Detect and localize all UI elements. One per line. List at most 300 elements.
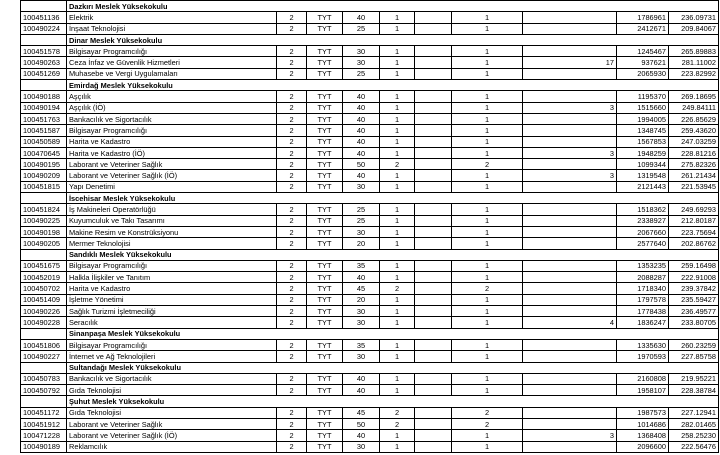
table-cell: 1518362 — [617, 204, 669, 215]
table-cell: 228.81216 — [669, 147, 719, 158]
table-cell: 1 — [452, 260, 523, 271]
table-cell: 17 — [523, 57, 617, 68]
table-row — [21, 159, 719, 170]
table-cell: 1 — [452, 226, 523, 237]
table-cell — [523, 418, 617, 429]
table-cell — [415, 181, 452, 192]
table-row — [21, 283, 719, 294]
table-cell — [415, 159, 452, 170]
table-cell: TYT — [307, 23, 343, 34]
school-header-row — [21, 34, 719, 45]
table-cell: 1778438 — [617, 306, 669, 317]
school-header-code-cell — [21, 1, 67, 12]
table-cell: 269.18695 — [669, 91, 719, 102]
table-cell: 1958107 — [617, 385, 669, 396]
table-cell: TYT — [307, 260, 343, 271]
table-cell: 2 — [277, 136, 307, 147]
table-cell: 209.84067 — [669, 23, 719, 34]
table-cell — [415, 407, 452, 418]
table-cell: 2 — [277, 226, 307, 237]
table-cell: 4 — [523, 317, 617, 328]
table-cell: 235.59427 — [669, 294, 719, 305]
table-cell: Laborant ve Veteriner Sağlık — [67, 418, 277, 429]
table-cell: 1 — [452, 170, 523, 181]
school-header-row — [21, 80, 719, 91]
table-cell: 2065930 — [617, 68, 669, 79]
school-header-code-cell — [21, 249, 67, 260]
table-cell — [523, 306, 617, 317]
table-cell: 30 — [343, 441, 380, 452]
table-cell: 2 — [452, 159, 523, 170]
table-cell: 1 — [380, 136, 415, 147]
table-cell: 100450589 — [21, 136, 67, 147]
school-header-row — [21, 396, 719, 407]
table-cell: 100470645 — [21, 147, 67, 158]
table-cell: 1718340 — [617, 283, 669, 294]
table-cell: 2 — [277, 283, 307, 294]
table-cell: 261.21434 — [669, 170, 719, 181]
table-cell: 25 — [343, 23, 380, 34]
table-cell: 223.75694 — [669, 226, 719, 237]
table-cell: 30 — [343, 57, 380, 68]
school-header-code-cell — [21, 80, 67, 91]
table-cell: Bilgisayar Programcılığı — [67, 125, 277, 136]
table-cell: 2 — [277, 147, 307, 158]
table-row — [21, 317, 719, 328]
table-cell: 1 — [380, 181, 415, 192]
table-cell: TYT — [307, 407, 343, 418]
table-cell: 202.86762 — [669, 238, 719, 249]
table-cell: Elektrik — [67, 12, 277, 23]
table-cell: 1 — [380, 430, 415, 441]
table-cell: 1 — [452, 317, 523, 328]
table-cell: 2096600 — [617, 441, 669, 452]
table-cell: 226.85629 — [669, 113, 719, 124]
table-cell: TYT — [307, 46, 343, 57]
table-cell: 40 — [343, 113, 380, 124]
table-cell: 1 — [380, 113, 415, 124]
table-cell: 275.82326 — [669, 159, 719, 170]
table-cell: 2121443 — [617, 181, 669, 192]
table-cell: 1348745 — [617, 125, 669, 136]
table-cell — [523, 12, 617, 23]
table-cell — [415, 418, 452, 429]
table-cell: 1 — [452, 204, 523, 215]
table-cell: Seracılık — [67, 317, 277, 328]
table-row — [21, 306, 719, 317]
table-cell — [415, 306, 452, 317]
table-cell — [415, 204, 452, 215]
table-cell: İnşaat Teknolojisi — [67, 23, 277, 34]
table-cell — [415, 57, 452, 68]
table-cell: 1 — [380, 57, 415, 68]
table-cell: 100451136 — [21, 12, 67, 23]
table-cell: Sağlık Turizmi İşletmeciliği — [67, 306, 277, 317]
table-cell: 1 — [380, 385, 415, 396]
table-cell — [415, 283, 452, 294]
table-cell — [523, 351, 617, 362]
table-cell: 1 — [452, 136, 523, 147]
table-cell: 1319548 — [617, 170, 669, 181]
table-row — [21, 57, 719, 68]
school-header-code-cell — [21, 193, 67, 204]
table-cell — [523, 125, 617, 136]
table-cell: TYT — [307, 385, 343, 396]
table-cell: 1 — [452, 272, 523, 283]
table-cell — [415, 136, 452, 147]
table-cell: 2 — [277, 430, 307, 441]
school-header-row — [21, 249, 719, 260]
school-header-code-cell — [21, 396, 67, 407]
school-name: Sandıklı Meslek Yüksekokulu — [67, 249, 719, 260]
table-cell: Aşçılık — [67, 91, 277, 102]
table-cell: TYT — [307, 159, 343, 170]
table-cell: Harita ve Kadastro — [67, 136, 277, 147]
table-cell: 1 — [380, 46, 415, 57]
school-header-code-cell — [21, 328, 67, 339]
table-cell: 1994005 — [617, 113, 669, 124]
table-cell: 100490205 — [21, 238, 67, 249]
table-body — [21, 1, 719, 453]
table-cell: 100450783 — [21, 373, 67, 384]
table-cell: 2338927 — [617, 215, 669, 226]
table-cell — [523, 113, 617, 124]
table-cell: 1 — [380, 238, 415, 249]
table-cell: 50 — [343, 418, 380, 429]
table-cell: TYT — [307, 215, 343, 226]
table-cell: 247.03259 — [669, 136, 719, 147]
table-cell: 2 — [277, 23, 307, 34]
table-cell: 1 — [452, 294, 523, 305]
table-row — [21, 418, 719, 429]
table-cell: Laborant ve Veteriner Sağlık (İÖ) — [67, 430, 277, 441]
table-cell: 260.23259 — [669, 339, 719, 350]
table-row — [21, 339, 719, 350]
table-cell: 30 — [343, 226, 380, 237]
table-cell: TYT — [307, 91, 343, 102]
school-name: Emirdağ Meslek Yüksekokulu — [67, 80, 719, 91]
table-cell: 40 — [343, 91, 380, 102]
table-cell: 1 — [380, 294, 415, 305]
table-cell: TYT — [307, 147, 343, 158]
table-cell: 2 — [380, 407, 415, 418]
table-cell: Bilgisayar Programcılığı — [67, 46, 277, 57]
table-cell: 1 — [380, 125, 415, 136]
table-cell: 100450792 — [21, 385, 67, 396]
table-cell — [415, 351, 452, 362]
table-cell: TYT — [307, 339, 343, 350]
table-cell: 1948259 — [617, 147, 669, 158]
table-cell: 1 — [452, 102, 523, 113]
table-cell: TYT — [307, 294, 343, 305]
table-cell: 282.01465 — [669, 418, 719, 429]
table-row — [21, 12, 719, 23]
table-cell: 2 — [277, 159, 307, 170]
table-cell: 1970593 — [617, 351, 669, 362]
table-cell: 1567853 — [617, 136, 669, 147]
table-cell — [415, 430, 452, 441]
table-cell — [415, 294, 452, 305]
table-cell: 1 — [452, 373, 523, 384]
table-cell: 1 — [380, 226, 415, 237]
table-cell: 3 — [523, 430, 617, 441]
table-cell: 1 — [452, 46, 523, 57]
table-cell: 40 — [343, 102, 380, 113]
table-cell: 249.84111 — [669, 102, 719, 113]
table-cell: 2 — [277, 441, 307, 452]
table-cell: 100451409 — [21, 294, 67, 305]
table-cell — [523, 46, 617, 57]
table-cell: 1353235 — [617, 260, 669, 271]
table-cell: TYT — [307, 204, 343, 215]
table-cell: 281.11002 — [669, 57, 719, 68]
table-cell: 40 — [343, 125, 380, 136]
table-row — [21, 113, 719, 124]
table-cell: 1987573 — [617, 407, 669, 418]
table-cell: TYT — [307, 125, 343, 136]
table-cell: 1 — [452, 351, 523, 362]
table-cell: Mermer Teknolojisi — [67, 238, 277, 249]
table-cell: 2 — [277, 294, 307, 305]
table-cell: 2 — [277, 238, 307, 249]
table-cell: 40 — [343, 170, 380, 181]
table-cell: 249.69293 — [669, 204, 719, 215]
table-cell — [415, 238, 452, 249]
table-cell: 2 — [277, 215, 307, 226]
table-cell: 30 — [343, 181, 380, 192]
table-cell: TYT — [307, 170, 343, 181]
school-header-row — [21, 193, 719, 204]
table-cell — [415, 373, 452, 384]
table-cell: 1 — [380, 441, 415, 452]
table-cell: 2 — [277, 113, 307, 124]
table-cell: Yapı Denetimi — [67, 181, 277, 192]
table-row — [21, 385, 719, 396]
table-cell: 1335630 — [617, 339, 669, 350]
table-cell: 1 — [452, 385, 523, 396]
table-cell: 2067660 — [617, 226, 669, 237]
table-cell: 3 — [523, 147, 617, 158]
table-cell: TYT — [307, 226, 343, 237]
table-cell: 1 — [452, 306, 523, 317]
table-cell: 2 — [452, 418, 523, 429]
table-cell: 1 — [380, 339, 415, 350]
table-cell: 100490195 — [21, 159, 67, 170]
table-cell — [523, 226, 617, 237]
table-row — [21, 441, 719, 452]
table-cell: 1368408 — [617, 430, 669, 441]
table-cell: 3 — [523, 102, 617, 113]
table-row — [21, 215, 719, 226]
table-cell: 937621 — [617, 57, 669, 68]
table-row — [21, 68, 719, 79]
table-row — [21, 181, 719, 192]
table-cell: 100451815 — [21, 181, 67, 192]
table-cell: 2 — [277, 181, 307, 192]
table-cell: TYT — [307, 351, 343, 362]
table-cell: 1195370 — [617, 91, 669, 102]
table-cell: 100451172 — [21, 407, 67, 418]
table-cell: 2 — [277, 418, 307, 429]
table-cell: 100490188 — [21, 91, 67, 102]
table-cell: 40 — [343, 12, 380, 23]
table-cell: Muhasebe ve Vergi Uygulamaları — [67, 68, 277, 79]
table-cell: 100451269 — [21, 68, 67, 79]
table-cell: 222.91008 — [669, 272, 719, 283]
table-cell: 1 — [380, 317, 415, 328]
program-table — [20, 0, 719, 453]
table-cell — [523, 204, 617, 215]
table-cell: 2 — [277, 373, 307, 384]
table-cell — [415, 12, 452, 23]
table-cell — [415, 226, 452, 237]
table-cell: 265.89883 — [669, 46, 719, 57]
table-cell: 100451675 — [21, 260, 67, 271]
school-name: Dazkırı Meslek Yüksekokulu — [67, 1, 719, 12]
table-cell: 50 — [343, 159, 380, 170]
table-cell: 40 — [343, 272, 380, 283]
table-cell: 1 — [380, 12, 415, 23]
table-cell: 100490225 — [21, 215, 67, 226]
table-cell — [415, 272, 452, 283]
table-cell — [523, 373, 617, 384]
table-row — [21, 102, 719, 113]
table-cell — [523, 441, 617, 452]
table-cell: 1515660 — [617, 102, 669, 113]
table-row — [21, 91, 719, 102]
table-cell: TYT — [307, 373, 343, 384]
table-cell: 221.53945 — [669, 181, 719, 192]
table-cell: 1 — [380, 204, 415, 215]
table-cell: 1 — [380, 23, 415, 34]
table-row — [21, 136, 719, 147]
table-cell — [415, 317, 452, 328]
table-cell — [523, 91, 617, 102]
table-cell: 1797578 — [617, 294, 669, 305]
table-cell — [523, 136, 617, 147]
table-row — [21, 46, 719, 57]
table-cell: 1 — [452, 339, 523, 350]
table-cell — [415, 441, 452, 452]
table-cell: 100490198 — [21, 226, 67, 237]
table-cell: Harita ve Kadastro — [67, 283, 277, 294]
table-cell: TYT — [307, 102, 343, 113]
table-row — [21, 351, 719, 362]
table-cell — [415, 170, 452, 181]
school-header-code-cell — [21, 362, 67, 373]
table-cell — [523, 159, 617, 170]
table-cell: 20 — [343, 238, 380, 249]
table-cell — [415, 147, 452, 158]
table-cell: Makine Resim ve Konstrüksiyonu — [67, 226, 277, 237]
table-cell: Gıda Teknolojisi — [67, 385, 277, 396]
table-cell: 227.85758 — [669, 351, 719, 362]
table-cell: 45 — [343, 407, 380, 418]
table-cell: 100490224 — [21, 23, 67, 34]
results-sheet — [20, 0, 718, 453]
table-cell: 2 — [277, 46, 307, 57]
table-cell: 100451578 — [21, 46, 67, 57]
school-header-code-cell — [21, 34, 67, 45]
table-cell: 100490209 — [21, 170, 67, 181]
table-cell: 228.38784 — [669, 385, 719, 396]
table-cell: 1 — [380, 91, 415, 102]
table-cell: TYT — [307, 57, 343, 68]
table-cell: 1 — [380, 373, 415, 384]
table-cell: TYT — [307, 441, 343, 452]
table-cell: 1 — [452, 430, 523, 441]
table-cell — [523, 407, 617, 418]
table-cell: İnternet ve Ağ Teknolojileri — [67, 351, 277, 362]
table-cell: 1 — [452, 125, 523, 136]
table-cell: 2 — [380, 418, 415, 429]
table-cell: 1 — [380, 170, 415, 181]
table-cell: 2 — [277, 385, 307, 396]
table-cell: 20 — [343, 294, 380, 305]
table-cell: TYT — [307, 306, 343, 317]
table-cell: 2 — [277, 170, 307, 181]
table-cell: 2 — [277, 272, 307, 283]
school-header-row — [21, 362, 719, 373]
table-cell: Harita ve Kadastro (İÖ) — [67, 147, 277, 158]
table-row — [21, 204, 719, 215]
table-cell — [415, 339, 452, 350]
table-cell: Kuyumculuk ve Takı Tasarımı — [67, 215, 277, 226]
table-cell: 1 — [452, 23, 523, 34]
table-cell: 100451587 — [21, 125, 67, 136]
table-cell: 2412671 — [617, 23, 669, 34]
table-cell — [523, 283, 617, 294]
table-cell: 1 — [452, 238, 523, 249]
table-cell: TYT — [307, 283, 343, 294]
table-cell: Ceza İnfaz ve Güvenlik Hizmetleri — [67, 57, 277, 68]
table-cell: 1 — [452, 57, 523, 68]
table-cell: TYT — [307, 272, 343, 283]
table-cell: 100490263 — [21, 57, 67, 68]
table-cell: 2 — [277, 204, 307, 215]
table-cell: 40 — [343, 136, 380, 147]
table-cell: 30 — [343, 306, 380, 317]
table-cell: Bankacılık ve Sigortacılık — [67, 373, 277, 384]
table-cell: 1 — [452, 441, 523, 452]
table-cell: TYT — [307, 12, 343, 23]
school-header-row — [21, 328, 719, 339]
table-row — [21, 373, 719, 384]
table-cell: 1 — [380, 102, 415, 113]
table-cell: 30 — [343, 317, 380, 328]
table-row — [21, 272, 719, 283]
table-cell: TYT — [307, 317, 343, 328]
table-cell: 1 — [380, 68, 415, 79]
table-cell: 1099344 — [617, 159, 669, 170]
table-cell: TYT — [307, 418, 343, 429]
table-cell: 1 — [452, 147, 523, 158]
table-cell: İş Makineleri Operatörlüğü — [67, 204, 277, 215]
table-cell: 100450702 — [21, 283, 67, 294]
table-cell: TYT — [307, 238, 343, 249]
table-cell: 2 — [277, 125, 307, 136]
table-row — [21, 147, 719, 158]
table-cell: 1 — [452, 215, 523, 226]
table-cell — [415, 91, 452, 102]
table-row — [21, 260, 719, 271]
table-cell: 1 — [452, 181, 523, 192]
table-cell: 2 — [380, 159, 415, 170]
table-cell — [523, 238, 617, 249]
table-cell: 1 — [380, 306, 415, 317]
table-cell: 2 — [277, 407, 307, 418]
table-cell: 1 — [380, 147, 415, 158]
